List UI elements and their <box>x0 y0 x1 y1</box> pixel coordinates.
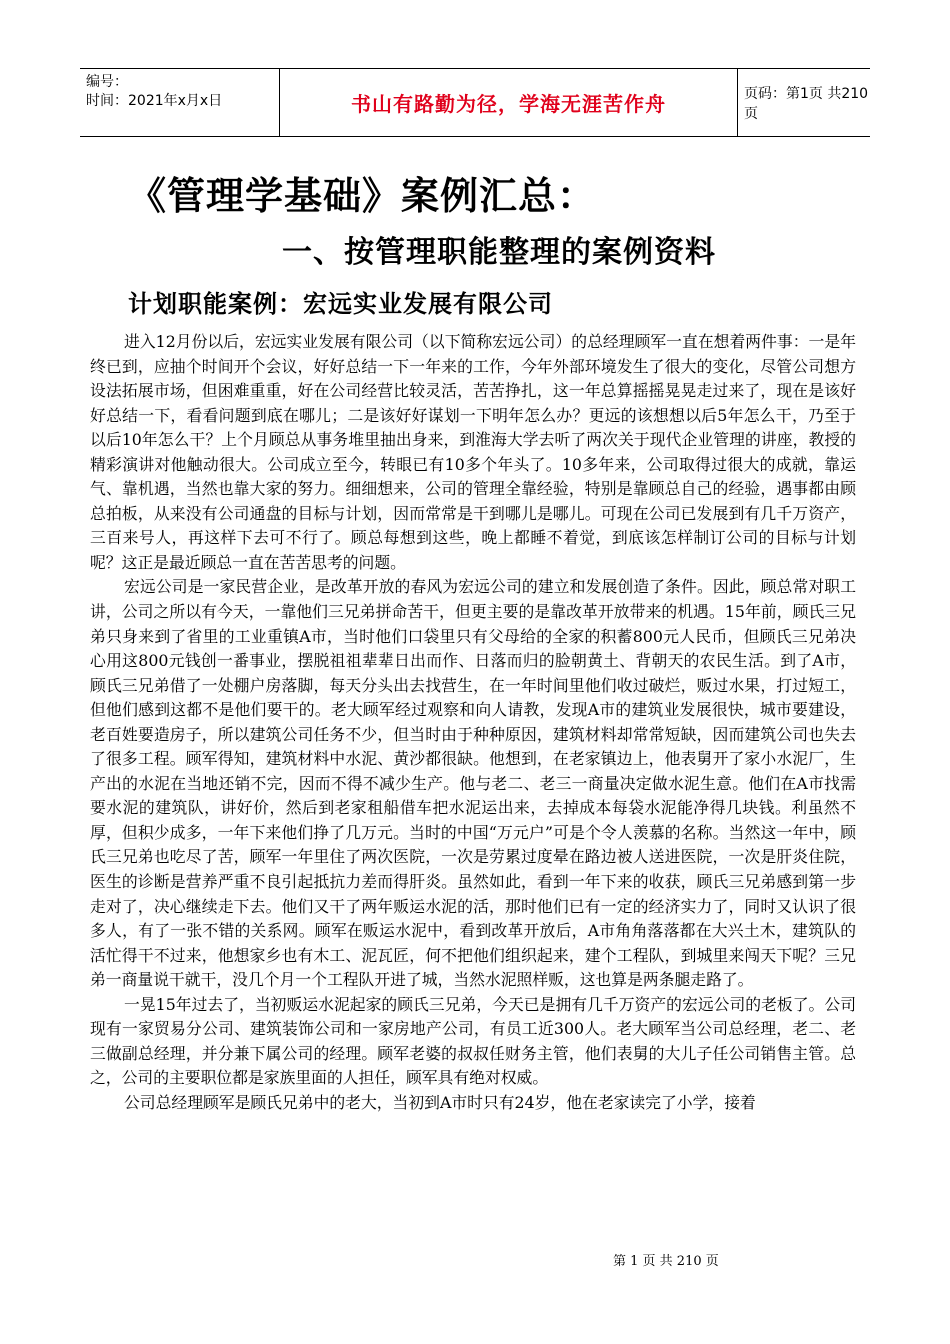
document-subtitle: 一、按管理职能整理的案例资料 <box>282 235 716 270</box>
footer-page-number: 第 1 页 共 210 页 <box>613 1254 719 1269</box>
header-meta-cell <box>80 69 280 136</box>
paragraph: 一晃15年过去了，当初贩运水泥起家的顾氏三兄弟，今天已是拥有几千万资产的宏远公司的老板了。公司现有一家贸易分公司、建筑装饰公司和一家房地产公司，有员工近300人。老大顾军当公司总经理，老二、老三做副总经理，并分兼下属公司的经理。顾军老婆的叔叔任财务主管，他们表舅的大儿子任公司销售主管。总之，公司的主要职位都是家族里面的人担任，顾军具有绝对权威。 <box>90 994 856 1088</box>
header-page-cell <box>738 69 870 136</box>
motto-text: 书山有路勤为径，学海无涯苦作舟 <box>351 92 666 116</box>
date-label: 时间：2021年x月x日 <box>86 93 223 109</box>
body-text <box>90 330 856 1116</box>
page-header <box>80 68 870 137</box>
paragraph: 宏远公司是一家民营企业，是改革开放的春风为宏远公司的建立和发展创造了条件。因此，顾总常对职工讲，公司之所以有今天，一靠他们三兄弟拼命苦干，但更主要的是靠改革开放带来的机遇。15年前，顾氏三兄弟只身来到了省里的工业重镇A市，当时他们口袋里只有父母给的全家的积蓄800元人民币，但顾氏三兄弟决心用这800元钱创一番事业，摆脱祖祖辈辈日出而作、日落而归的脸朝黄土、背朝天的农民生活。到了A市，顾氏三兄弟借了一处棚户房落脚，每天分头出去找营生，在一年时间里他们收过破烂，贩过水果，打过短工，但他们感到这都不是他们要干的。老大顾军经过观察和向人请教，发现A市的建筑业发展很快，城市要建设，老百姓要造房子，所以建筑公司任务不少，但当时由于种种原因，建筑材料却常常短缺，因而建筑公司也失去了很多工程。顾军得知，建筑材料中水泥、黄沙都很缺。他想到，在老家镇边上，他表舅开了家小水泥厂，生产出的水泥在当地还销不完，因而不得不减少生产。他与老二、老三一商量决定做水泥生意。他们在A市找需要水泥的建筑队，讲好价，然后到老家租船借车把水泥运出来，去掉成本每袋水泥能净得几块钱。利虽然不厚，但积少成多，一年下来他们挣了几万元。当时的中国“万元户”可是个令人羡慕的名称。当然这一年中，顾氏三兄弟也吃尽了苦，顾军一年里住了两次医院，一次是劳累过度晕在路边被人送进医院，一次是肝炎住院，医生的诊断是营养严重不良引起抵抗力差而得肝炎。虽然如此，看到一年下来的收获，顾氏三兄弟感到第一步走对了，决心继续走下去。他们又干了两年贩运水泥的活，那时他们已有一定的经济实力了，同时又认识了很多人，有了一张不错的关系网。顾军在贩运水泥中，看到改革开放后，A市角角落落都在大兴土木，建筑队的活忙得干不过来，他想家乡也有木工、泥瓦匠，何不把他们组织起来，建个工程队，到城里来闯天下呢？三兄弟一商量说干就干，没几个月一个工程队开进了城，当然水泥照样贩，这也算是两条腿走路了。 <box>90 577 856 990</box>
paragraph: 公司总经理顾军是顾氏兄弟中的老大，当初到A市时只有24岁，他在老家读完了小学，接着 <box>124 1092 756 1112</box>
section-title: 计划职能案例：宏远实业发展有限公司 <box>128 290 553 318</box>
header-motto-cell <box>280 69 738 136</box>
paragraph: 进入12月份以后，宏远实业发展有限公司（以下简称宏远公司）的总经理顾军一直在想着两件事：一是年终已到，应抽个时间开个会议，好好总结一下一年来的工作，今年外部环境发生了很大的变化，尽管公司想方设法拓展市场，但困难重重，好在公司经营比较灵活，苦苦挣扎，这一年总算摇摇晃晃走过来了，现在是该好好总结一下，看看问题到底在哪儿；二是该好好谋划一下明年怎么办？更远的该想想以后5年怎么干，乃至于以后10年怎么干？上个月顾总从事务堆里抽出身来，到淮海大学去听了两次关于现代企业管理的讲座，教授的精彩演讲对他触动很大。公司成立至今，转眼已有10多个年头了。10多年来，公司取得过很大的成就，靠运气、靠机遇，当然也靠大家的努力。细细想来，公司的管理全靠经验，特别是靠顾总自己的经验，遇事都由顾总拍板，从来没有公司通盘的目标与计划，因而常常是干到哪儿是哪儿。可现在公司已发展到有几千万资产，三百来号人，再这样下去可不行了。顾总每想到这些，晚上都睡不着觉，到底该怎样制订公司的目标与计划呢？这正是最近顾总一直在苦苦思考的问题。 <box>90 332 856 572</box>
document-title: 《管理学基础》案例汇总： <box>128 174 597 218</box>
serial-label: 编号： <box>86 74 128 90</box>
page-info: 页码：第1页 共210页 <box>744 85 869 122</box>
